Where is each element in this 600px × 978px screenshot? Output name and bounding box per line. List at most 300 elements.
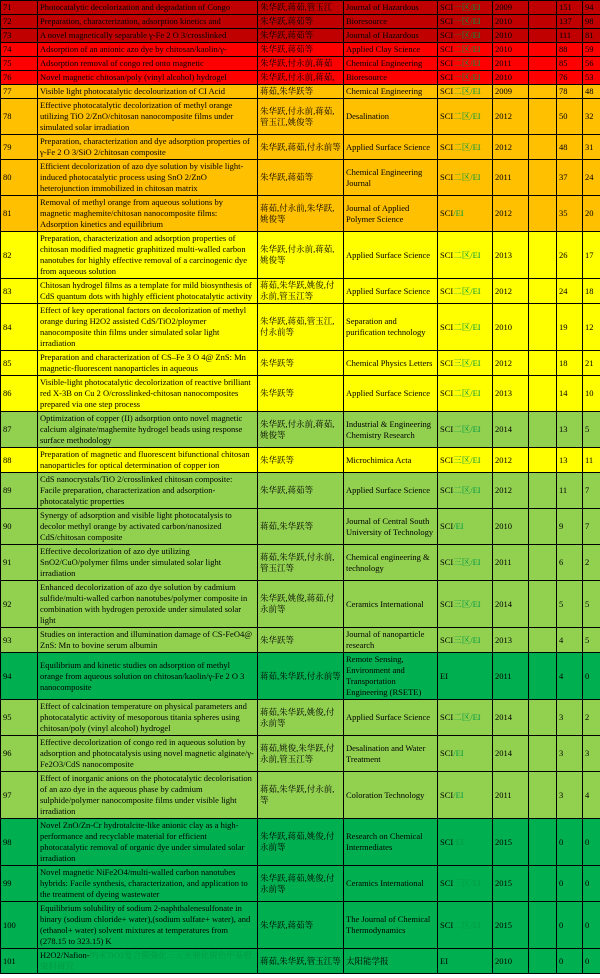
- empty-cell: [529, 196, 557, 232]
- authors-cell: 蒋茹,朱华跃,付永前,等: [258, 772, 344, 819]
- row-number-cell: 74: [1, 43, 38, 57]
- year-cell: 2011: [493, 772, 529, 819]
- journal-cell: Industrial & Engineering Chemistry Research: [344, 412, 438, 448]
- authors-cell: 朱华跃,蒋茹等: [258, 15, 344, 29]
- table-row: [1, 473, 600, 509]
- sci-label: SCI: [440, 557, 454, 567]
- sci-tier-label: /EI: [453, 748, 464, 758]
- row-number-cell: 84: [1, 304, 38, 351]
- table-row: [1, 1, 600, 15]
- sci-tier-label: 二区/EI: [453, 141, 481, 152]
- year-cell: 2012: [493, 448, 529, 473]
- year-cell: 2012: [493, 473, 529, 509]
- authors-cell: 蒋茹,付永前,朱华跃,姚俊等: [258, 196, 344, 232]
- sci-classification-cell: [438, 71, 493, 85]
- title-cell: [38, 772, 258, 819]
- citations-a-cell: 4: [557, 653, 583, 700]
- citations-a-cell: 111: [557, 29, 583, 43]
- journal-cell: Chemical Engineering: [344, 85, 438, 99]
- sci-label: SCI: [440, 836, 454, 847]
- authors-cell: 蒋茹,朱华跃,管玉江等: [258, 949, 344, 974]
- sci-label: SCI: [440, 357, 454, 368]
- year-cell: 2009: [493, 1, 529, 15]
- sci-tier-label: 二区/EI: [453, 86, 481, 96]
- journal-cell: Chemical Engineering Journal: [344, 160, 438, 196]
- table-row: [1, 448, 600, 473]
- sci-classification-cell: [438, 1, 493, 15]
- row-number-cell: 96: [1, 736, 38, 772]
- journal-cell: Journal of Hazardous: [344, 1, 438, 15]
- title-text: H2O2/Nafion-: [40, 950, 90, 960]
- title-text: Effective decolorization of azo dye utilizing SnO2/CuO/polymer films under simulated solar light irradiation: [40, 546, 222, 578]
- citations-a-cell: 151: [557, 1, 583, 15]
- journal-cell: Applied Surface Science: [344, 135, 438, 160]
- empty-cell: [529, 736, 557, 772]
- citations-b-cell: 0: [583, 653, 600, 700]
- authors-cell: 朱华跃,付永前,蒋茹,姚俊等: [258, 412, 344, 448]
- citations-a-cell: 50: [557, 99, 583, 135]
- journal-cell: Chemical engineering & technology: [344, 545, 438, 581]
- row-number-cell: 79: [1, 135, 38, 160]
- empty-cell: [529, 581, 557, 628]
- citations-a-cell: 3: [557, 772, 583, 819]
- journal-cell: Journal of nanoparticle research: [344, 628, 438, 653]
- empty-cell: [529, 700, 557, 736]
- citations-b-cell: 59: [583, 43, 600, 57]
- authors-cell: 朱华跃,付永前,蒋茹: [258, 57, 344, 71]
- title-text: Effective decolorization of congo red in aqueous solution by adsorption and photocatalysis using novel magnetic alginate/γ-Fe2O3/CdS nanocomposite: [40, 737, 254, 769]
- citations-b-cell: 12: [583, 304, 600, 351]
- title-cell: [38, 448, 258, 473]
- title-text: Adsorption of an anionic azo dye by chitosan/kaolin/γ-: [40, 44, 227, 54]
- journal-cell: Applied Surface Science: [344, 232, 438, 279]
- year-cell: 2009: [493, 85, 529, 99]
- year-cell: 2010: [493, 29, 529, 43]
- empty-cell: [529, 232, 557, 279]
- sci-tier-label: 一区/EI: [453, 72, 481, 82]
- table-row: [1, 29, 600, 43]
- title-cell: [38, 653, 258, 700]
- sci-label: SCI: [440, 30, 454, 40]
- title-text: Preparation, characterization, adsorption kinetics and: [40, 16, 221, 26]
- citations-b-cell: 81: [583, 29, 600, 43]
- title-text: Effective photocatalytic decolorization of methyl orange utilizing TiO 2/ZnO/chitosan nanocomposite films under simulated solar irradiation: [40, 100, 234, 132]
- citations-b-cell: 21: [583, 351, 600, 376]
- sci-classification-cell: [438, 819, 493, 866]
- authors-cell: 朱华跃,付永前,蒋茹,姚俊等: [258, 232, 344, 279]
- title-text: Efficient decolorization of azo dye solution by visible light-induced photocatalytic process using SnO 2/ZnO heterojunction immobilized in chitosan matrix: [40, 161, 244, 193]
- citations-b-cell: 98: [583, 15, 600, 29]
- row-number-cell: 86: [1, 376, 38, 412]
- sci-label: SCI: [440, 249, 454, 260]
- authors-cell: 朱华跃,付永前,蒋茹,管玉江,姚俊等: [258, 99, 344, 135]
- table-row: [1, 545, 600, 581]
- table-row: [1, 304, 600, 351]
- sci-label: SCI: [440, 285, 454, 296]
- table-row: [1, 700, 600, 736]
- citations-b-cell: 94: [583, 1, 600, 15]
- sci-tier-label: /EI: [453, 521, 464, 531]
- row-number-cell: 90: [1, 509, 38, 545]
- row-number-cell: 91: [1, 545, 38, 581]
- journal-cell: Chemical Engineering: [344, 57, 438, 71]
- row-number-cell: 80: [1, 160, 38, 196]
- journal-cell: Journal of Central South University of Technology: [344, 509, 438, 545]
- citations-b-cell: 4: [583, 772, 600, 819]
- empty-cell: [529, 866, 557, 902]
- sci-tier-label: 二区/EI: [453, 285, 481, 296]
- title-text: Novel ZnO/Zn-Cr hydrotalcite-like anionic clay as a high-performance and recyclable material for efficient photocatalytic removal of organic dye under simulated solar irradiation: [40, 820, 245, 863]
- year-cell: 2013: [493, 376, 529, 412]
- sci-tier-label: 三区/EI: [453, 878, 481, 888]
- table-row: [1, 43, 600, 57]
- sci-label: SCI: [440, 2, 454, 12]
- sci-label: EI: [440, 670, 449, 681]
- sci-tier-label: 二区/EI: [453, 321, 481, 332]
- table-row: [1, 581, 600, 628]
- citations-a-cell: 0: [557, 819, 583, 866]
- citations-b-cell: 7: [583, 473, 600, 509]
- sci-classification-cell: [438, 196, 493, 232]
- citations-b-cell: 56: [583, 57, 600, 71]
- authors-cell: 朱华跃等: [258, 351, 344, 376]
- sci-classification-cell: [438, 866, 493, 902]
- sci-tier-label: 三区/EI: [453, 357, 481, 368]
- row-number-cell: 76: [1, 71, 38, 85]
- title-cell: [38, 736, 258, 772]
- journal-cell: Remote Sensing, Environment and Transportation Engineering (RSETE): [344, 653, 438, 700]
- sci-classification-cell: [438, 279, 493, 304]
- sci-label: SCI: [440, 72, 454, 82]
- authors-cell: 朱华跃,付永前,蒋茹,: [258, 71, 344, 85]
- title-cell: [38, 85, 258, 99]
- empty-cell: [529, 819, 557, 866]
- citations-b-cell: 0: [583, 949, 600, 974]
- empty-cell: [529, 473, 557, 509]
- empty-cell: [529, 545, 557, 581]
- year-cell: 2012: [493, 196, 529, 232]
- journal-cell: Coloration Technology: [344, 772, 438, 819]
- title-cell: [38, 160, 258, 196]
- sci-label: SCI: [440, 86, 454, 96]
- year-cell: 2014: [493, 700, 529, 736]
- authors-cell: 朱华跃,蒋茹,管玉江,付永前等: [258, 304, 344, 351]
- empty-cell: [529, 509, 557, 545]
- sci-tier-label: /EI: [453, 789, 464, 800]
- row-number-cell: 89: [1, 473, 38, 509]
- citations-b-cell: 11: [583, 448, 600, 473]
- sci-tier-label: 三区/EI: [453, 634, 481, 645]
- sci-label: SCI: [440, 789, 454, 800]
- title-cell: [38, 700, 258, 736]
- year-cell: 2012: [493, 99, 529, 135]
- sci-tier-label: 二区/EI: [453, 388, 481, 398]
- year-cell: 2012: [493, 279, 529, 304]
- journal-cell: Research on Chemical Intermediates: [344, 819, 438, 866]
- journal-cell: Bioresource: [344, 71, 438, 85]
- sci-label: SCI: [440, 44, 454, 54]
- citations-a-cell: 85: [557, 57, 583, 71]
- journal-cell: Applied Surface Science: [344, 700, 438, 736]
- citations-b-cell: 2: [583, 700, 600, 736]
- title-cell: [38, 949, 258, 974]
- sci-tier-label: 一区/EI: [453, 30, 481, 40]
- year-cell: 2010: [493, 15, 529, 29]
- sci-classification-cell: [438, 160, 493, 196]
- table-row: [1, 279, 600, 304]
- authors-cell: 朱华跃,蒋茹,姚俊,付永前等: [258, 819, 344, 866]
- sci-label: SCI: [440, 521, 454, 531]
- row-number-cell: 88: [1, 448, 38, 473]
- journal-cell: Applied Surface Science: [344, 376, 438, 412]
- sci-tier-label: 二区/EI: [453, 712, 481, 722]
- citations-a-cell: 88: [557, 43, 583, 57]
- sci-classification-cell: [438, 448, 493, 473]
- citations-a-cell: 3: [557, 736, 583, 772]
- title-text: Preparation and characterization of CS–Fe 3 O 4@ ZnS: Mn magnetic-fluorescent nanoparticles in aqueous: [40, 352, 246, 373]
- table-row: [1, 653, 600, 700]
- journal-cell: Journal of Applied Polymer Science: [344, 196, 438, 232]
- citations-a-cell: 76: [557, 71, 583, 85]
- citations-b-cell: 17: [583, 232, 600, 279]
- row-number-cell: 75: [1, 57, 38, 71]
- year-cell: 2015: [493, 902, 529, 949]
- row-number-cell: 82: [1, 232, 38, 279]
- authors-cell: 朱华跃,姚俊,蒋茹,付永前等: [258, 581, 344, 628]
- empty-cell: [529, 29, 557, 43]
- title-cell: [38, 376, 258, 412]
- sci-classification-cell: [438, 949, 493, 974]
- year-cell: 2011: [493, 653, 529, 700]
- sci-classification-cell: [438, 43, 493, 57]
- citations-b-cell: 7: [583, 509, 600, 545]
- authors-cell: 朱华跃,蒋茹等: [258, 29, 344, 43]
- citations-b-cell: 5: [583, 581, 600, 628]
- title-text: Effect of inorganic anions on the photocatalytic decolorisation of an azo dye in the aqueous phase by cadmium sulphide/polymer nanocomposite films under visible light irradiation: [40, 773, 252, 816]
- sci-tier-label: 三区/EI: [453, 454, 481, 465]
- title-cell: [38, 15, 258, 29]
- authors-cell: 蒋茹,朱华跃,付永前,管玉江等: [258, 545, 344, 581]
- title-cell: [38, 196, 258, 232]
- sci-tier-label: 二区/EI: [453, 919, 481, 930]
- sci-tier-label: 二区/EI: [453, 111, 481, 121]
- empty-cell: [529, 99, 557, 135]
- journal-cell: The Journal of Chemical Thermodynamics: [344, 902, 438, 949]
- journal-cell: Journal of Hazardous: [344, 29, 438, 43]
- citations-a-cell: 78: [557, 85, 583, 99]
- authors-cell: 朱华跃,蒋茹等: [258, 473, 344, 509]
- row-number-cell: 71: [1, 1, 38, 15]
- journal-cell: Microchimica Acta: [344, 448, 438, 473]
- publications-table-body: [1, 1, 600, 974]
- row-number-cell: 98: [1, 819, 38, 866]
- sci-label: SCI: [440, 598, 454, 609]
- title-text: Preparation, characterization and adsorption properties of chitosan modified magnetic graphitized multi-walled carbon nanotubes for highly effective removal of a carcinogenic dye from aqueous solution: [40, 233, 248, 276]
- title-cell: [38, 1, 258, 15]
- empty-cell: [529, 949, 557, 974]
- citations-a-cell: 137: [557, 15, 583, 29]
- sci-classification-cell: [438, 232, 493, 279]
- title-cell: [38, 304, 258, 351]
- empty-cell: [529, 1, 557, 15]
- year-cell: 2012: [493, 135, 529, 160]
- sci-label: SCI: [440, 485, 454, 495]
- table-row: [1, 902, 600, 949]
- citations-b-cell: 5: [583, 628, 600, 653]
- title-cell: [38, 43, 258, 57]
- empty-cell: [529, 43, 557, 57]
- title-text: Preparation of magnetic and fluorescent bifunctional chitosan nanoparticles for optical determination of copper ion: [40, 449, 250, 470]
- sci-classification-cell: [438, 902, 493, 949]
- table-row: [1, 772, 600, 819]
- table-row: [1, 196, 600, 232]
- year-cell: 2010: [493, 304, 529, 351]
- empty-cell: [529, 304, 557, 351]
- journal-cell: Bioresource: [344, 15, 438, 29]
- table-row: [1, 736, 600, 772]
- citations-b-cell: 48: [583, 85, 600, 99]
- authors-cell: 蒋茹,姚俊,朱华跃,付永前,管玉江等: [258, 736, 344, 772]
- title-text: Removal of methyl orange from aqueous solutions by magnetic maghemite/chitosan nanocomposite films: Adsorption kinetics and equilibrium: [40, 197, 223, 229]
- sci-classification-cell: [438, 772, 493, 819]
- row-number-cell: 78: [1, 99, 38, 135]
- title-text: Optimization of copper (II) adsorption onto novel magnetic calcium alginate/maghemite hydrogel beads using response surface methodology: [40, 413, 243, 445]
- citations-a-cell: 0: [557, 866, 583, 902]
- citations-a-cell: 37: [557, 160, 583, 196]
- citations-a-cell: 35: [557, 196, 583, 232]
- row-number-cell: 81: [1, 196, 38, 232]
- citations-b-cell: 0: [583, 902, 600, 949]
- row-number-cell: 93: [1, 628, 38, 653]
- sci-classification-cell: [438, 57, 493, 71]
- table-row: [1, 949, 600, 974]
- year-cell: 2014: [493, 581, 529, 628]
- journal-cell: Ceramics International: [344, 581, 438, 628]
- sci-classification-cell: [438, 304, 493, 351]
- citations-b-cell: 31: [583, 135, 600, 160]
- sci-classification-cell: [438, 700, 493, 736]
- table-row: [1, 71, 600, 85]
- journal-cell: Applied Surface Science: [344, 473, 438, 509]
- year-cell: 2011: [493, 160, 529, 196]
- year-cell: 2010: [493, 71, 529, 85]
- title-text: Enhanced decolorization of azo dye solution by cadmium sulfide/multi-walled carbon nanotubes/polymer composite in combination with hydrogen peroxide under simulated solar light: [40, 582, 248, 625]
- sci-tier-label: 一区/EI: [453, 2, 481, 12]
- journal-cell: Desalination: [344, 99, 438, 135]
- citations-b-cell: 24: [583, 160, 600, 196]
- sci-label: SCI: [440, 16, 454, 26]
- year-cell: 2013: [493, 232, 529, 279]
- citations-a-cell: 48: [557, 135, 583, 160]
- table-row: [1, 85, 600, 99]
- title-text: Photocatalytic decolorization and degradation of Congo: [40, 2, 231, 12]
- journal-cell: Chemical Physics Letters: [344, 351, 438, 376]
- authors-cell: 蒋茹,朱华跃,姚俊,付永前等: [258, 700, 344, 736]
- table-row: [1, 819, 600, 866]
- citations-b-cell: 5: [583, 412, 600, 448]
- authors-cell: 朱华跃,蒋茹,管玉江: [258, 1, 344, 15]
- authors-cell: 朱华跃,蒋茹,付永前等: [258, 135, 344, 160]
- title-text: Novel magnetic chitosan/poly (vinyl alcohol) hydrogel: [40, 72, 227, 82]
- sci-label: SCI: [440, 424, 454, 434]
- citations-b-cell: 0: [583, 819, 600, 866]
- row-number-cell: 72: [1, 15, 38, 29]
- citations-b-cell: 3: [583, 736, 600, 772]
- sci-tier-label: 二区/EI: [453, 485, 481, 495]
- empty-cell: [529, 160, 557, 196]
- journal-cell: Desalination and Water Treatment: [344, 736, 438, 772]
- empty-cell: [529, 57, 557, 71]
- sci-tier-label: 三区/EI: [453, 598, 481, 609]
- row-number-cell: 73: [1, 29, 38, 43]
- sci-label: SCI: [440, 172, 454, 182]
- citations-a-cell: 4: [557, 628, 583, 653]
- sci-label: SCI: [440, 712, 454, 722]
- title-cell: [38, 902, 258, 949]
- empty-cell: [529, 772, 557, 819]
- table-row: [1, 351, 600, 376]
- title-text: Effect of calcination temperature on physical parameters and photocatalytic activity of mesoporous titania spheres using chitosan/poly (vinyl alcohol) hydrogel: [40, 701, 247, 733]
- title-cell: [38, 628, 258, 653]
- year-cell: 2012: [493, 351, 529, 376]
- journal-cell: 太阳能学报: [344, 949, 438, 974]
- sci-label: SCI: [440, 388, 454, 398]
- title-cell: [38, 819, 258, 866]
- citations-a-cell: 14: [557, 376, 583, 412]
- sci-label: SCI: [440, 748, 454, 758]
- empty-cell: [529, 351, 557, 376]
- empty-cell: [529, 279, 557, 304]
- sci-label: SCI: [440, 634, 454, 645]
- authors-cell: 朱华跃,蒋茹等: [258, 160, 344, 196]
- sci-tier-label: /EI: [453, 836, 464, 847]
- citations-a-cell: 24: [557, 279, 583, 304]
- row-number-cell: 101: [1, 949, 38, 974]
- citations-a-cell: 11: [557, 473, 583, 509]
- journal-cell: Applied Clay Science: [344, 43, 438, 57]
- citations-b-cell: 10: [583, 376, 600, 412]
- row-number-cell: 97: [1, 772, 38, 819]
- title-text: Visible-light photocatalytic decolorization of reactive brilliant red X-3B on Cu 2 O/crosslinked-chitosan nanocomposites prepared via one step process: [40, 377, 251, 409]
- title-cell: [38, 509, 258, 545]
- sci-classification-cell: [438, 135, 493, 160]
- year-cell: 2010: [493, 949, 529, 974]
- sci-classification-cell: [438, 29, 493, 43]
- sci-classification-cell: [438, 581, 493, 628]
- sci-tier-label: 二区/EI: [453, 424, 481, 434]
- sci-label: SCI: [440, 321, 454, 332]
- sci-label: SCI: [440, 141, 454, 152]
- empty-cell: [529, 448, 557, 473]
- authors-cell: 蒋茹,朱华跃等: [258, 85, 344, 99]
- citations-b-cell: 2: [583, 545, 600, 581]
- empty-cell: [529, 135, 557, 160]
- citations-a-cell: 19: [557, 304, 583, 351]
- year-cell: 2010: [493, 509, 529, 545]
- sci-classification-cell: [438, 736, 493, 772]
- row-number-cell: 94: [1, 653, 38, 700]
- authors-cell: 朱华跃,蒋茹等: [258, 43, 344, 57]
- citations-a-cell: 5: [557, 581, 583, 628]
- empty-cell: [529, 653, 557, 700]
- citations-a-cell: 0: [557, 902, 583, 949]
- sci-classification-cell: [438, 15, 493, 29]
- empty-cell: [529, 412, 557, 448]
- sci-label: SCI: [440, 878, 454, 888]
- empty-cell: [529, 71, 557, 85]
- authors-cell: 朱华跃等: [258, 376, 344, 412]
- empty-cell: [529, 376, 557, 412]
